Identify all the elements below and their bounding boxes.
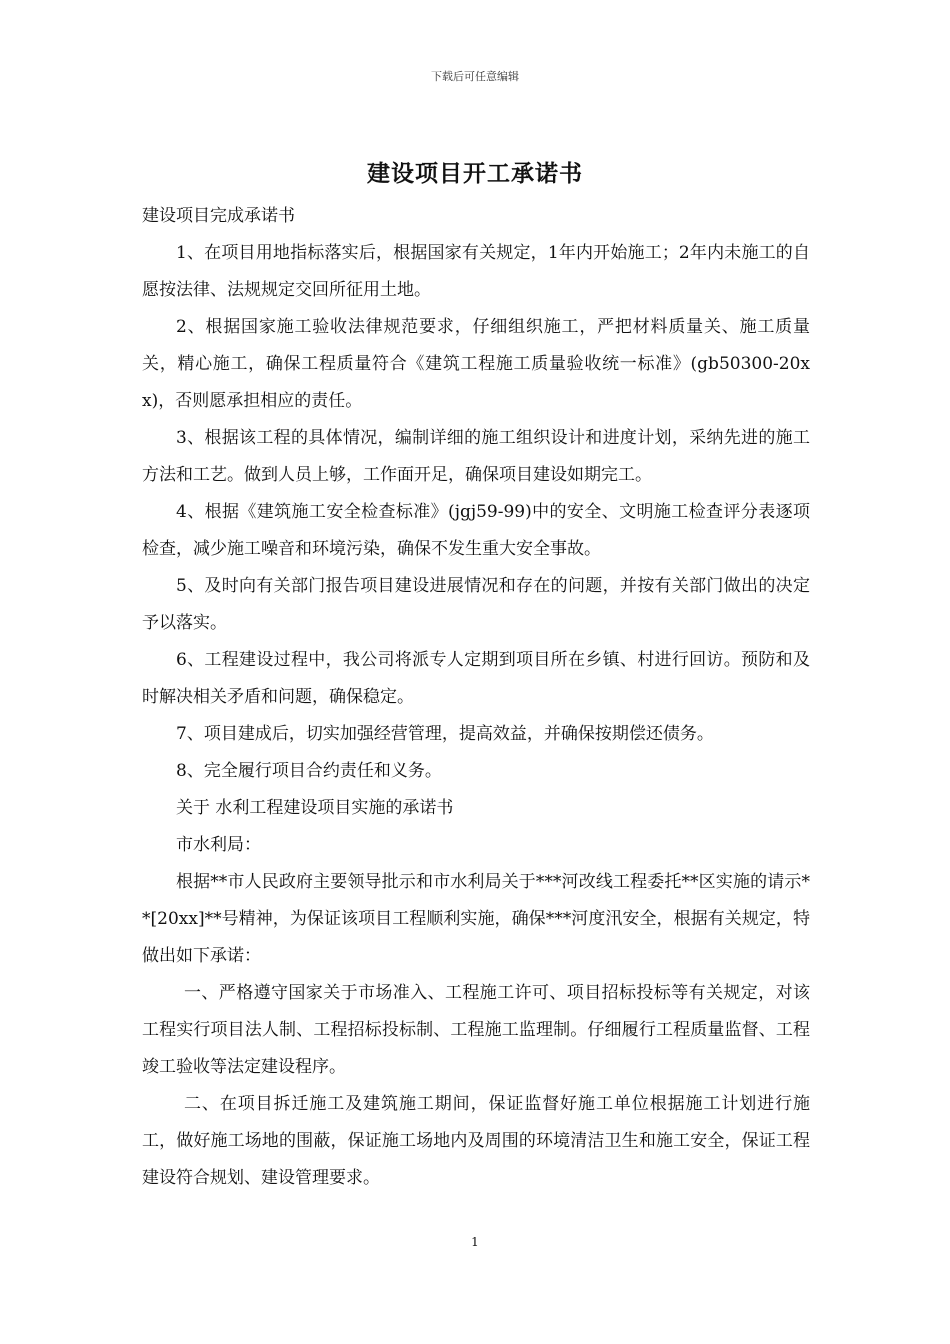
salutation: 市水利局：: [176, 835, 261, 855]
section-heading: 关于 水利工程建设项目实施的承诺书: [176, 798, 454, 818]
commitment-item-6: 6、工程建设过程中，我公司将派专人定期到项目所在乡镇、村进行回访。预防和及时解决相关矛盾和问题，确保稳定。: [142, 650, 810, 707]
commitment-item-8: 8、完全履行项目合约责任和义务。: [176, 761, 442, 781]
commitment-item-3: 3、根据该工程的具体情况，编制详细的施工组织设计和进度计划，采纳先进的施工方法和工艺。做到人员上够，工作面开足，确保项目建设如期完工。: [142, 428, 810, 485]
header-note: 下载后可任意编辑: [431, 70, 519, 83]
page-number: 1: [471, 1235, 479, 1249]
commitment-item-5: 5、及时向有关部门报告项目建设进展情况和存在的问题，并按有关部门做出的决定予以落实。: [142, 576, 810, 633]
commitment-item-2: 2、根据国家施工验收法律规范要求，仔细组织施工，严把材料质量关、施工质量关，精心施工，确保工程质量符合《建筑工程施工质量验收统一标准》(gb50300-20xx)，否则愿承担相应的责任。: [142, 317, 810, 411]
intro-paragraph: 根据**市人民政府主要领导批示和市水利局关于***河改线工程委托**区实施的请示**[20xx]**号精神，为保证该项目工程顺利实施，确保***河度汛安全，根据有关规定，特做出如下承诺：: [142, 872, 810, 966]
commitment-item-4: 4、根据《建筑施工安全检查标准》(jgj59-99)中的安全、文明施工检查评分表逐项检查，减少施工噪音和环境污染，确保不发生重大安全事故。: [142, 502, 810, 559]
commitment-item-7: 7、项目建成后，切实加强经营管理，提高效益，并确保按期偿还债务。: [176, 724, 714, 744]
promise-item-1: 一、严格遵守国家关于市场准入、工程施工许可、项目招标投标等有关规定，对该工程实行项目法人制、工程招标投标制、工程施工监理制。仔细履行工程质量监督、工程竣工验收等法定建设程序。: [142, 983, 810, 1077]
subtitle-paragraph: 建设项目完成承诺书: [142, 206, 295, 226]
document-title: 建设项目开工承诺书: [367, 160, 583, 187]
document-body: [142, 198, 810, 1197]
commitment-item-1: 1、在项目用地指标落实后，根据国家有关规定，1年内开始施工；2年内未施工的自愿按法律、法规规定交回所征用土地。: [142, 243, 810, 300]
promise-item-2: 二、在项目拆迁施工及建筑施工期间，保证监督好施工单位根据施工计划进行施工，做好施工场地的围蔽，保证施工场地内及周围的环境清洁卫生和施工安全，保证工程建设符合规划、建设管理要求。: [142, 1094, 810, 1188]
